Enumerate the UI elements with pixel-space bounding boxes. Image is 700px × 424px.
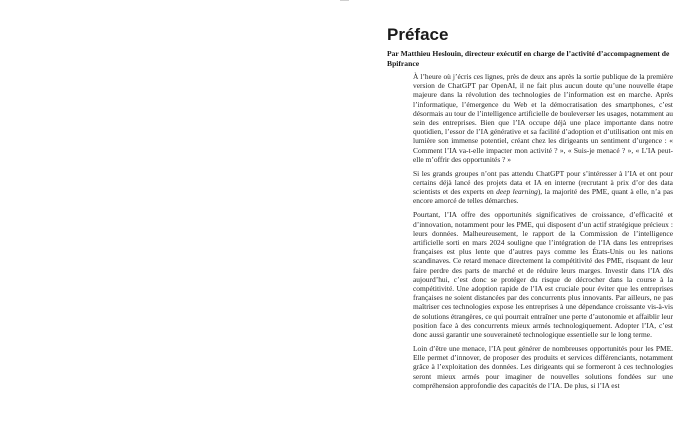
body-paragraph <box>413 72 673 164</box>
paragraph-text: À l’heure où j’écris ces lignes, près de deux ans après la sortie publique de la première version de ChatGPT par OpenAI, il ne fait plus aucun doute qu’une nouvelle étape majeure dans la révolution des technologies de l’information est en marche. Après l’informatique, l’émergence du Web et la démocratisation des smartphones, c’est désormais au tour de l’intelligence artificielle de bouleverser les usages, notamment au sein des entreprises. Bien que l’IA occupe déjà une place importante dans notre quotidien, l’essor de l’IA générative et sa facilité d’adoption et d’utilisation ont mis en lumière son immense potentiel, créant chez les dirigeants un sentiment d’urgence : « Comment l’IA va-t-elle impacter mon activité ? », « Suis-je menacé ? », « L’IA peut-elle m’offrir des opportunités ? » <box>413 72 673 164</box>
paragraph-text: Pourtant, l’IA offre des opportunités significatives de croissance, d’efficacité et d’innovation, notamment pour les PME, qui disposent d’un actif stratégique précieux : leurs données. Malheureusement, le rapport de la Commission de l’intelligence artificielle sorti en mars 2024 souligne que l’intégration de l’IA dans les entreprises françaises est plus lente que d’autres pays comme les États-Unis ou les nations scandinaves. Ce retard menace directement la compétitivité des PME, risquant de leur faire perdre des parts de marché et de réduire leurs marges. Investir dans l’IA dès aujourd’hui, c’est donc se protéger du risque de décrocher dans la course à la compétitivité. Une adoption rapide de l’IA est cruciale pour éviter que les entreprises françaises ne soient distancées par des concurrents plus innovants. Par ailleurs, ne pas maîtriser ces technologies expose les entreprises à une dépendance croissante vis-à-vis de solutions étrangères, ce qui pourrait entraîner une perte d’autonomie et affaiblir leur position face à des concurrents mieux armés technologiquement. Adopter l’IA, c’est donc aussi garantir une souveraineté technologique essentielle sur le long terme. <box>413 210 673 340</box>
preface-body <box>413 72 673 395</box>
left-page-edge-marker <box>340 0 349 1</box>
body-paragraph <box>413 344 673 390</box>
paragraph-text: Loin d’être une menace, l’IA peut générer de nombreuses opportunités pour les PME. Elle permet d’innover, de proposer des produits et services différenciants, notamment grâce à l’exploitation des données. Les dirigeants qui se formeront à ces technologies seront mieux armés pour imaginer de nouvelles solutions fondées sur une compréhension approfondie des capacités de l’IA. De plus, si l’IA est <box>413 344 673 390</box>
author-byline: Par Matthieu Heslouin, directeur exécutif en charge de l’activité d’accompagnement de Bpifrance <box>387 49 670 68</box>
body-paragraph <box>413 169 673 206</box>
paragraph-text: ), la majorité des PME, quant à elle, n’a pas encore amorcé de telles démarches. <box>413 187 673 206</box>
italic-term: deep learning <box>496 187 538 197</box>
body-paragraph <box>413 210 673 339</box>
page-title: Préface <box>387 25 449 44</box>
paragraph-text: Si les grands groupes n’ont pas attendu ChatGPT pour s’intéresser à l’IA et ont pour certains déjà lancé des projets data et IA en interne (recrutant à prix d’or des data scientists et des experts en <box>413 168 673 197</box>
